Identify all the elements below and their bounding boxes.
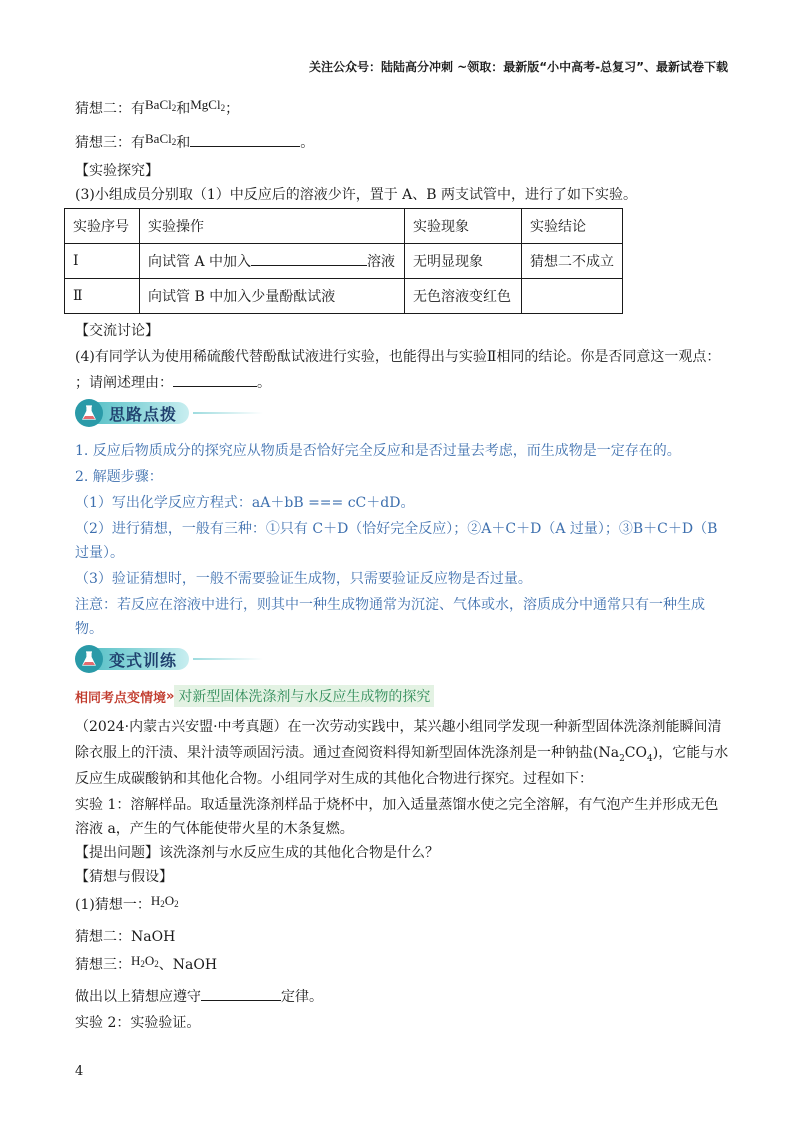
header-note: 关注公众号：陆陆高分冲刺 ~领取：最新版“小中高考-总复习”、最新试卷下载: [309, 60, 728, 74]
formula-bacl2: BaCl$_2$: [145, 131, 177, 147]
problem-line: （2024·内蒙古兴安盟·中考真题）在一次劳动实践中，某兴趣小组同学发现一种新型固体洗涤剂能瞬间清: [75, 719, 722, 735]
hint-line: （3）验证猜想时，一般不需要验证生成物，只需要验证反应物是否过量。: [75, 571, 532, 587]
table-header-cell: 实验现象: [405, 209, 522, 244]
problem-question: 【提出问题】该洗涤剂与水反应生成的其他化合物是什么？: [75, 845, 439, 861]
table-header-cell: 实验操作: [140, 209, 405, 244]
guess-two-line: 猜想二：有BaCl$_2$和MgCl$_2$；: [75, 97, 240, 117]
law-line: 做出以上猜想应遵守 定律。: [75, 986, 323, 1006]
badge-tail: [193, 412, 263, 414]
training-badge: 变式训练: [75, 644, 263, 674]
row-id: Ⅰ: [65, 244, 140, 279]
problem-line: 实验 1：溶解样品。取适量洗涤剂样品于烧杯中，加入适量蒸馏水使之完全溶解，有气泡产生并形成无色: [75, 797, 719, 813]
answer-blank[interactable]: [201, 986, 281, 1001]
table-header-cell: 实验序号: [65, 209, 140, 244]
formula-bacl2: BaCl$_2$: [145, 97, 177, 113]
formula-h2o2: $H_2O_2$: [150, 893, 179, 909]
table-header-row: [65, 209, 623, 244]
formula-h2o2: $H_2O_2$: [131, 953, 159, 969]
guess-two-prefix: 猜想二：有: [75, 101, 145, 117]
guess-one-line: (1)猜想一：$H_2O_2$: [75, 893, 179, 913]
hint-line: 1. 反应后物质成分的探究应从物质是否恰好完全反应和是否过量去考虑，而生成物是一定存在的。: [75, 443, 681, 459]
experiment-2-line: 实验 2：实验验证。: [75, 1015, 201, 1031]
section-hypothesis: 【猜想与假设】: [75, 869, 173, 885]
page-number: 4: [75, 1064, 84, 1079]
flask-icon: [75, 645, 103, 673]
row-phenomenon: 无色溶液变红色: [405, 279, 522, 314]
double-arrow-icon: »: [166, 688, 175, 704]
hint-line: （1）写出化学反应方程式：aA＋bB === cC＋dD。: [75, 495, 415, 511]
question-4-line-2: ；请阐述理由： 。: [75, 372, 271, 392]
badge-tail: [193, 658, 263, 660]
problem-line: 溶液 a，产生的气体能使带火星的木条复燃。: [75, 821, 354, 837]
question-3: (3)小组成员分别取（1）中反应后的溶液少许，置于 A、B 两支试管中，进行了如下实验。: [75, 187, 638, 203]
table-row: [65, 244, 623, 279]
hint-line: 物。: [75, 621, 103, 637]
section-explore: 【实验探究】: [75, 163, 159, 179]
row-operation: 向试管 B 中加入少量酚酞试液: [140, 279, 405, 314]
problem-line: 除衣服上的汗渍、果汁渍等顽固污渍。通过查阅资料得知新型固体洗涤剂是一种钠盐$(Na_2CO_4)$，它能与水: [75, 745, 729, 764]
answer-blank[interactable]: [251, 251, 367, 266]
guess-two-line: 猜想二：NaOH: [75, 929, 176, 945]
topic-tag: [75, 686, 434, 706]
table-row: [65, 279, 623, 314]
formula-mgcl2: MgCl$_2$: [190, 97, 226, 113]
hint-badge: 思路点拨: [75, 398, 263, 428]
table-header-cell: 实验结论: [522, 209, 623, 244]
row-conclusion: [522, 279, 623, 314]
problem-line: 反应生成碳酸钠和其他化合物。小组同学对生成的其他化合物进行探究。过程如下：: [75, 771, 593, 787]
hint-line: （2）进行猜想，一般有三种：①只有 C＋D（恰好完全反应）；②A＋C＋D（A 过量）；③B＋C＋D（B: [75, 521, 718, 537]
tag-topic: 对新型固体洗涤剂与水反应生成物的探究: [174, 685, 434, 707]
experiment-table: [64, 208, 623, 314]
section-discuss: 【交流讨论】: [75, 323, 159, 339]
answer-blank[interactable]: [190, 132, 300, 147]
hint-line: 2. 解题步骤：: [75, 469, 163, 485]
row-id: Ⅱ: [65, 279, 140, 314]
hint-line: 过量）。: [75, 545, 124, 561]
row-operation: 向试管 A 中加入 溶液: [140, 244, 405, 279]
flask-icon: [75, 399, 103, 427]
tag-label: 相同考点变情境: [75, 690, 167, 706]
answer-blank[interactable]: [173, 372, 257, 387]
hint-line: 注意：若反应在溶液中进行，则其中一种生成物通常为沉淀、气体或水，溶质成分中通常只有一种生成: [75, 597, 705, 613]
question-4: (4)有同学认为使用稀硫酸代替酚酞试液进行实验，也能得出与实验Ⅱ相同的结论。你是否同意这一观点：: [75, 349, 721, 365]
guess-three-line: 猜想三：有BaCl$_2$和 。: [75, 131, 315, 151]
row-phenomenon: 无明显现象: [405, 244, 522, 279]
guess-three-line: 猜想三：$H_2O_2$、NaOH: [75, 953, 218, 973]
row-conclusion: 猜想二不成立: [522, 244, 623, 279]
